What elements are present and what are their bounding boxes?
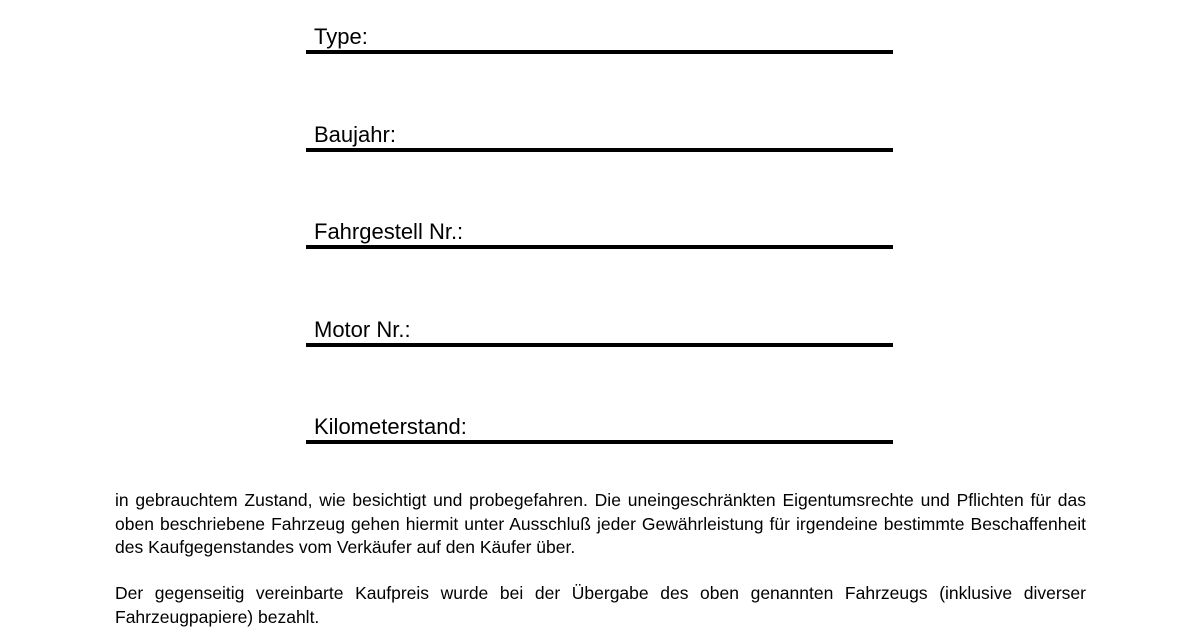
field-baujahr-line[interactable] bbox=[306, 148, 893, 152]
field-type-label: Type: bbox=[314, 24, 368, 49]
payment-paragraph: Der gegenseitig vereinbarte Kaufpreis wurde bei der Übergabe des oben genannten Fahrzeugs (inklusive diverser Fahrzeugpapiere) bezahlt. bbox=[115, 583, 1086, 627]
field-kilometerstand[interactable] bbox=[306, 414, 893, 444]
field-motor-nr[interactable] bbox=[306, 317, 893, 347]
field-kilometerstand-label: Kilometerstand: bbox=[314, 414, 467, 439]
field-type-line[interactable] bbox=[306, 50, 893, 54]
condition-paragraph: in gebrauchtem Zustand, wie besichtigt und probegefahren. Die uneingeschränkten Eigentumsrechte und Pflichten für das oben beschriebene Fahrzeug gehen hiermit unter Ausschluß jeder Gewährleistung für irgendeine bestimmte Beschaffenheit des Kaufgegenstandes vom Verkäufer auf den Käufer über. bbox=[115, 490, 1086, 557]
field-baujahr-label: Baujahr: bbox=[314, 122, 396, 147]
field-fahrgestell-nr-line[interactable] bbox=[306, 245, 893, 249]
field-baujahr[interactable] bbox=[306, 122, 893, 152]
field-motor-nr-label: Motor Nr.: bbox=[314, 317, 411, 342]
field-motor-nr-line[interactable] bbox=[306, 343, 893, 347]
field-kilometerstand-line[interactable] bbox=[306, 440, 893, 444]
field-type[interactable] bbox=[306, 24, 893, 54]
field-fahrgestell-nr[interactable] bbox=[306, 219, 893, 249]
field-fahrgestell-nr-label: Fahrgestell Nr.: bbox=[314, 219, 464, 244]
